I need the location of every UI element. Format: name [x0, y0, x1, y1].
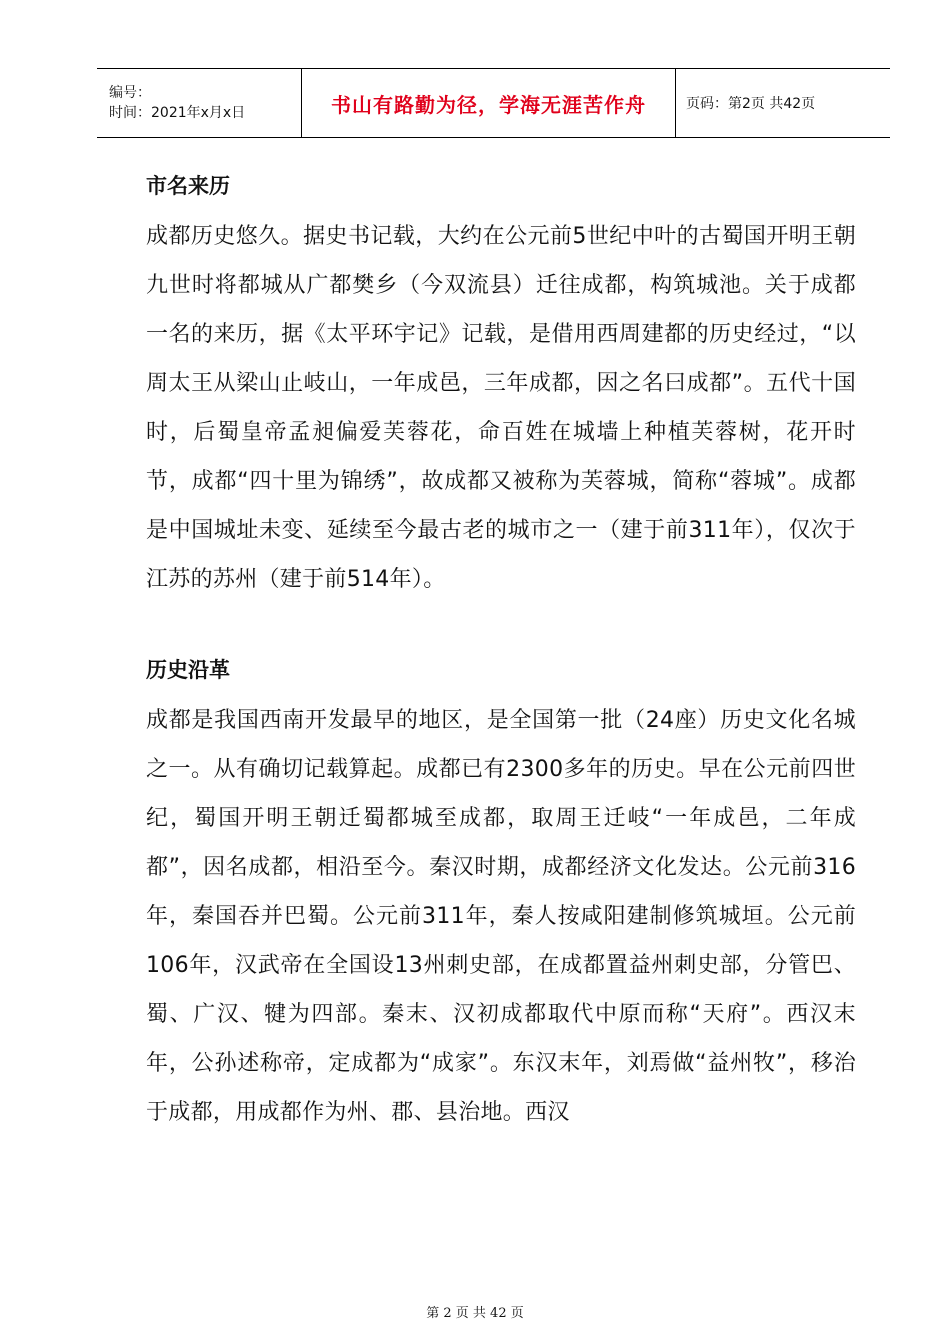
header-slogan: 书山有路勤为径，学海无涯苦作舟	[331, 92, 646, 117]
header-page-info: 页码：第2页 共42页	[686, 96, 816, 112]
document-body	[146, 164, 856, 1137]
section-title-history: 历史沿革	[146, 658, 230, 682]
section-text-history: 成都是我国西南开发最早的地区，是全国第一批（24座）历史文化名城之一。从有确切记载算起。成都已有2300多年的历史。早在公元前四世纪，蜀国开明王朝迁蜀都城至成都，取周王迁岐“一年成邑，二年成都”，因名成都，相沿至今。秦汉时期，成都经济文化发达。公元前316年，秦国吞并巴蜀。公元前311年，秦人按咸阳建制修筑城垣。公元前106年，汉武帝在全国设13州刺史部，在成都置益州刺史部，分管巴、蜀、广汉、犍为四部。秦末、汉初成都取代中原而称“天府”。西汉末年，公孙述称帝，定成都为“成家”。东汉末年，刘焉做“益州牧”，移治于成都，用成都作为州、郡、县治地。西汉	[146, 708, 856, 1125]
header-meta	[97, 69, 302, 137]
page-footer: 第 2 页 共 42 页	[426, 1306, 524, 1321]
header-slogan-cell	[302, 69, 676, 137]
document-code-label: 编号：	[109, 85, 151, 101]
document-date: 时间：2021年x月x日	[109, 105, 246, 121]
header-page-info-cell	[676, 69, 890, 137]
page-header	[97, 68, 890, 138]
section-title-name-origin: 市名来历	[146, 174, 230, 198]
section-text-name-origin: 成都历史悠久。据史书记载，大约在公元前5世纪中叶的古蜀国开明王朝九世时将都城从广都樊乡（今双流县）迁往成都，构筑城池。关于成都一名的来历，据《太平环宇记》记载，是借用西周建都的历史经过，“以周太王从梁山止岐山，一年成邑，三年成都，因之名曰成都”。五代十国时，后蜀皇帝孟昶偏爱芙蓉花，命百姓在城墙上种植芙蓉树，花开时节，成都“四十里为锦绣”，故成都又被称为芙蓉城，简称“蓉城”。成都是中国城址未变、延续至今最古老的城市之一（建于前311年），仅次于江苏的苏州（建于前514年）。	[146, 224, 856, 592]
